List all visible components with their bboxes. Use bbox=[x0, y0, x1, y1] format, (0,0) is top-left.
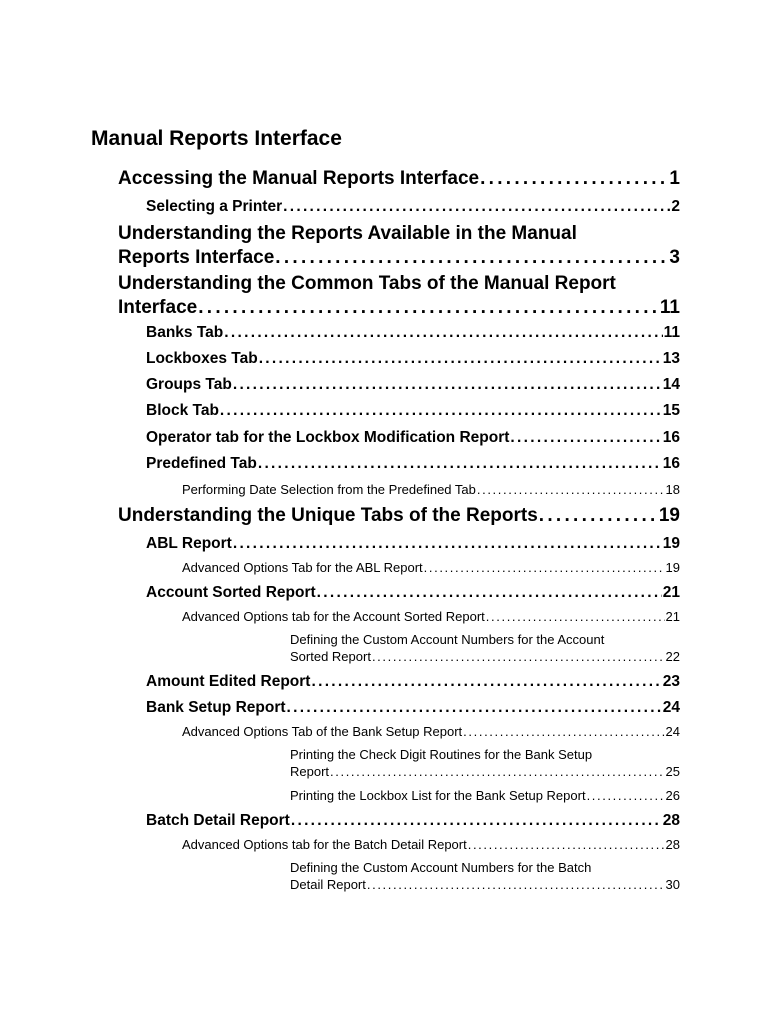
toc-entry-text: Batch Detail Report bbox=[146, 812, 290, 829]
leader-dots bbox=[198, 297, 659, 319]
toc-entry-text: Predefined Tab bbox=[146, 455, 257, 472]
toc-page-number: 19 bbox=[662, 535, 680, 552]
leader-dots bbox=[330, 764, 665, 779]
toc-entry-text: Amount Edited Report bbox=[146, 673, 311, 690]
leader-dots bbox=[220, 402, 662, 420]
toc-entry-text-line1: Defining the Custom Account Numbers for the Batch bbox=[290, 860, 592, 875]
leader-dots bbox=[468, 837, 665, 852]
leader-dots bbox=[233, 535, 662, 553]
toc-entry-text: Advanced Options Tab of the Bank Setup Report bbox=[182, 724, 463, 739]
toc-entry-text: Performing Date Selection from the Predefined Tab bbox=[182, 482, 476, 497]
toc-entry-text-line1: Understanding the Common Tabs of the Manual Report bbox=[118, 273, 616, 294]
toc-page-number: 3 bbox=[669, 247, 680, 268]
toc-entry-date-selection[interactable] bbox=[182, 482, 680, 497]
toc-page-number: 15 bbox=[662, 402, 680, 419]
toc-entry-text: Understanding the Unique Tabs of the Reports bbox=[118, 505, 538, 526]
toc-entry-common-tabs[interactable] bbox=[118, 273, 680, 317]
toc-entry-text-line2: Interface bbox=[118, 297, 198, 318]
toc-entry-block-tab[interactable] bbox=[146, 402, 680, 420]
leader-dots bbox=[259, 350, 662, 368]
toc-page-number: 19 bbox=[665, 560, 680, 575]
toc-page-number: 30 bbox=[665, 877, 680, 892]
leader-dots bbox=[424, 560, 665, 575]
toc-page-number: 16 bbox=[662, 429, 680, 446]
toc-entry-text-line1: Printing the Check Digit Routines for the Bank Setup bbox=[290, 747, 593, 762]
leader-dots bbox=[587, 788, 665, 803]
toc-entry-custom-account-numbers-batch[interactable] bbox=[290, 860, 680, 890]
leader-dots bbox=[291, 812, 662, 830]
toc-entry-predefined-tab[interactable] bbox=[146, 455, 680, 473]
toc-page-number: 28 bbox=[665, 837, 680, 852]
leader-dots bbox=[233, 376, 662, 394]
toc-entry-amount-edited-report[interactable] bbox=[146, 673, 680, 691]
page-title: Manual Reports Interface bbox=[91, 127, 342, 150]
toc-entry-text: Lockboxes Tab bbox=[146, 350, 258, 367]
toc-entry-text: ABL Report bbox=[146, 535, 232, 552]
toc-entry-text: Bank Setup Report bbox=[146, 699, 286, 716]
leader-dots bbox=[477, 482, 665, 497]
leader-dots bbox=[283, 198, 670, 216]
leader-dots bbox=[372, 649, 665, 664]
toc-page-number: 2 bbox=[671, 198, 680, 215]
toc-page-number: 11 bbox=[659, 297, 680, 318]
toc-entry-text-line1: Understanding the Reports Available in the Manual bbox=[118, 223, 577, 244]
toc-entry-abl-advanced-options[interactable] bbox=[182, 560, 680, 575]
toc-entry-operator-tab[interactable] bbox=[146, 429, 680, 447]
toc-entry-custom-account-numbers-account[interactable] bbox=[290, 632, 680, 662]
toc-entry-text: Accessing the Manual Reports Interface bbox=[118, 168, 480, 189]
toc-entry-bank-setup-advanced-options[interactable] bbox=[182, 724, 680, 739]
toc-entry-text-line2: Report bbox=[290, 764, 330, 779]
toc-entry-text: Groups Tab bbox=[146, 376, 232, 393]
toc-page-number: 24 bbox=[662, 699, 680, 716]
toc-entry-groups-tab[interactable] bbox=[146, 376, 680, 394]
leader-dots bbox=[258, 455, 662, 473]
toc-page-number: 11 bbox=[663, 324, 680, 341]
toc-entry-text: Advanced Options tab for the Batch Detail Report bbox=[182, 837, 467, 852]
toc-entry-text-line2: Sorted Report bbox=[290, 649, 371, 664]
toc-entry-accessing[interactable] bbox=[118, 168, 680, 190]
toc-entry-text-line1: Defining the Custom Account Numbers for the Account bbox=[290, 632, 605, 647]
toc-entry-account-sorted-advanced-options[interactable] bbox=[182, 609, 680, 624]
toc-entry-text: Banks Tab bbox=[146, 324, 224, 341]
toc-entry-text-line2: Reports Interface bbox=[118, 247, 275, 268]
toc-entry-lockboxes-tab[interactable] bbox=[146, 350, 680, 368]
toc-page-number: 21 bbox=[662, 584, 680, 601]
toc-entry-text: Block Tab bbox=[146, 402, 219, 419]
toc-page-number: 16 bbox=[662, 455, 680, 472]
leader-dots bbox=[224, 324, 662, 342]
leader-dots bbox=[539, 505, 658, 527]
toc-entry-unique-tabs[interactable] bbox=[118, 505, 680, 527]
leader-dots bbox=[486, 609, 665, 624]
toc-entry-text: Account Sorted Report bbox=[146, 584, 316, 601]
toc-page-number: 23 bbox=[662, 673, 680, 690]
toc-page-number: 21 bbox=[665, 609, 680, 624]
toc-entry-text: Advanced Options tab for the Account Sorted Report bbox=[182, 609, 485, 624]
leader-dots bbox=[480, 168, 668, 190]
leader-dots bbox=[275, 247, 668, 269]
leader-dots bbox=[463, 724, 664, 739]
toc-entry-reports-available[interactable] bbox=[118, 223, 680, 267]
toc-entry-batch-detail-advanced-options[interactable] bbox=[182, 837, 680, 852]
leader-dots bbox=[510, 429, 661, 447]
toc-entry-batch-detail-report[interactable] bbox=[146, 812, 680, 830]
toc-page-number: 22 bbox=[665, 649, 680, 664]
toc-page-number: 1 bbox=[669, 168, 680, 189]
leader-dots bbox=[317, 584, 662, 602]
toc-page-number: 25 bbox=[665, 764, 680, 779]
leader-dots bbox=[287, 699, 662, 717]
toc-entry-banks-tab[interactable] bbox=[146, 324, 680, 342]
toc-entry-bank-setup-report[interactable] bbox=[146, 699, 680, 717]
toc-page-number: 14 bbox=[662, 376, 680, 393]
toc-entry-check-digit-routines[interactable] bbox=[290, 747, 680, 777]
toc-page-number: 18 bbox=[665, 482, 680, 497]
toc-entry-text: Printing the Lockbox List for the Bank Setup Report bbox=[290, 788, 586, 803]
toc-page-number: 26 bbox=[665, 788, 680, 803]
toc-page-number: 24 bbox=[665, 724, 680, 739]
leader-dots bbox=[311, 673, 661, 691]
toc-entry-lockbox-list[interactable] bbox=[290, 788, 680, 803]
toc-page-number: 13 bbox=[662, 350, 680, 367]
toc-entry-account-sorted-report[interactable] bbox=[146, 584, 680, 602]
toc-page-number: 19 bbox=[658, 505, 680, 526]
toc-entry-text: Advanced Options Tab for the ABL Report bbox=[182, 560, 423, 575]
toc-entry-selecting-printer[interactable] bbox=[146, 198, 680, 216]
toc-entry-abl-report[interactable] bbox=[146, 535, 680, 553]
leader-dots bbox=[367, 877, 665, 892]
toc-entry-text-line2: Detail Report bbox=[290, 877, 366, 892]
toc-entry-text: Operator tab for the Lockbox Modification Report bbox=[146, 429, 510, 446]
toc-entry-text: Selecting a Printer bbox=[146, 198, 283, 215]
toc-page-number: 28 bbox=[662, 812, 680, 829]
